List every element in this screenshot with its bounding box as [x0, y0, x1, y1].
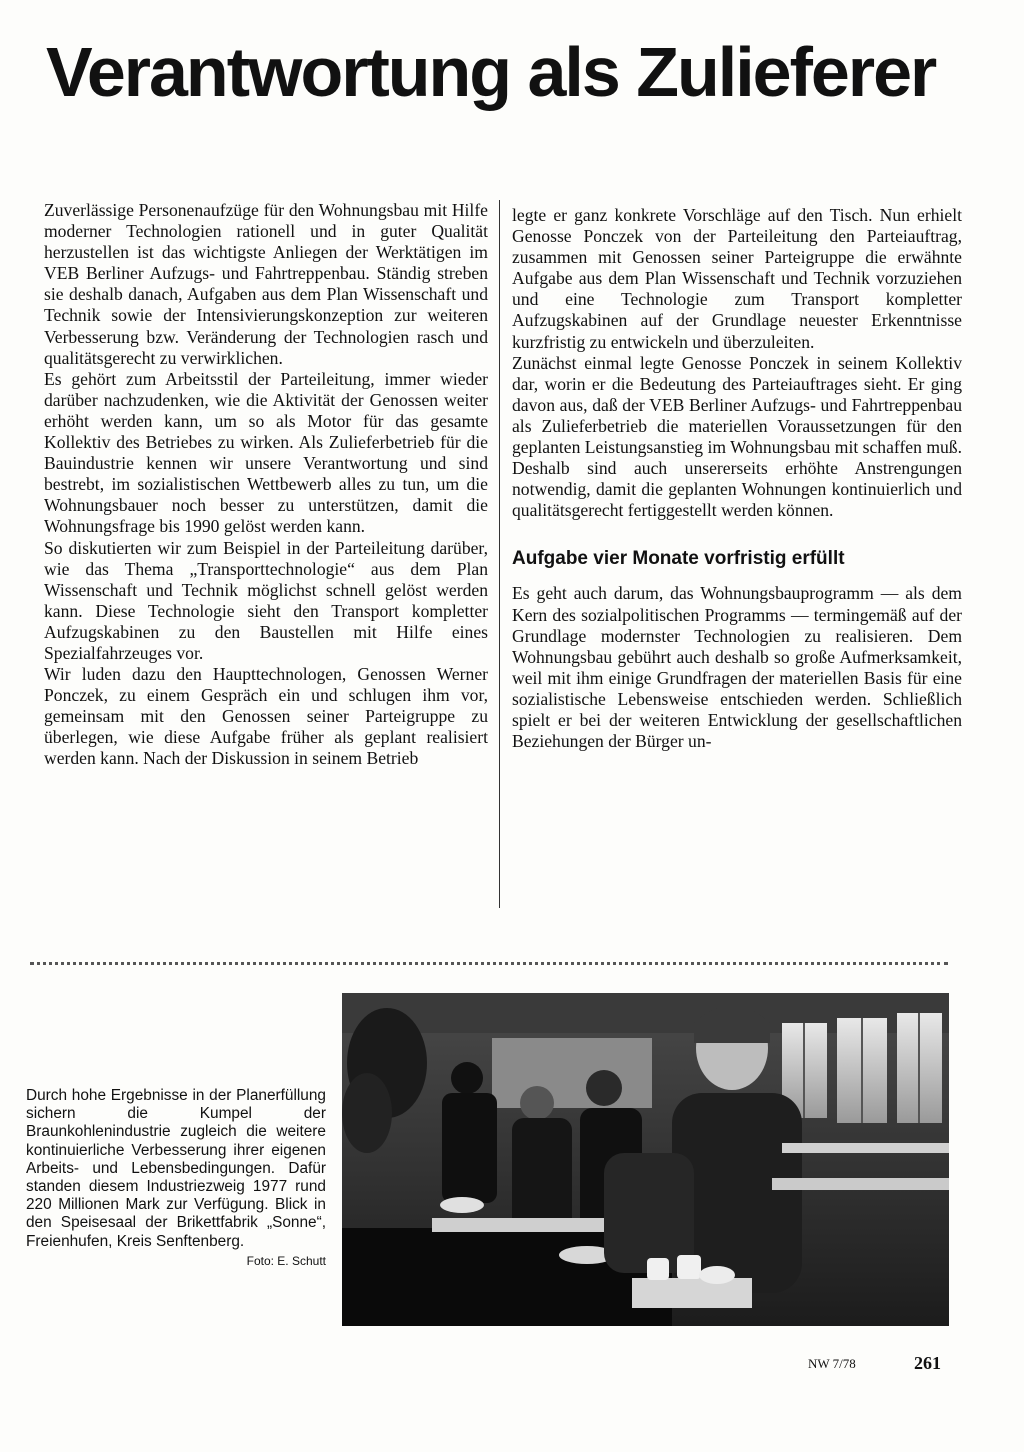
caption-text: Durch hohe Ergebnisse in der Planerfüllung sichern die Kumpel der Braunkohlenindustrie zugleich die weitere kontinuierliche Verbesserung ihrer eigenen Arbeits- und Lebensbedingungen. Dafür standen diesem Industriezweig 1977 rund 220 Millionen Mark zur Verfügung. Blick in den Speisesaal der Brikettfabrik „Sonne“, Freienhufen, Kreis Senftenberg. [26, 1087, 326, 1250]
photo-credit: Foto: E. Schutt [246, 1253, 326, 1268]
canteen-photo [342, 993, 949, 1326]
dotted-separator [30, 962, 948, 965]
paragraph: Es geht auch darum, das Wohnungsbauprogramm — als dem Kern des sozialpolitischen Programms — termingemäß auf der Grundlage modernster Technologien zu realisieren. Dem Wohnungsbau gebührt auch deshalb so große Aufmerksamkeit, weil mit ihm einige Grundfragen der materiellen Basis für eine sozialistische Lebensweise entschieden werden. Schließlich spielt er bei der weiteren Entwicklung der gesellschaftlichen Beziehungen der Bürger un- [512, 583, 962, 752]
right-text-column [512, 205, 962, 752]
page-number: 261 [914, 1353, 941, 1373]
left-text-column [44, 200, 488, 770]
photo-illustration [342, 993, 949, 1326]
section-subheading: Aufgabe vier Monate vorfristig erfüllt [512, 548, 845, 570]
photo-caption [26, 1087, 326, 1269]
paragraph: Zunächst einmal legte Genosse Ponczek in seinem Kollektiv dar, worin er die Bedeutung des Parteiauftrages sieht. Er ging davon aus, daß der VEB Berliner Aufzugs- und Fahrtreppenbau als Zulieferbetrieb die materiellen Voraussetzungen für den geplanten Leistungsanstieg im Wohnungsbau mit schaffen muß. Deshalb sind auch unsererseits erhöhte Anstrengungen notwendig, damit die geplanten Wohnungen kontinuierlich und qualitätsgerecht fertiggestellt werden können. [512, 352, 962, 521]
paragraph: legte er ganz konkrete Vorschläge auf den Tisch. Nun erhielt Genosse Ponczek von der Parteileitung den Parteiauftrag, zusammen mit Genossen seiner Parteigruppe die erwähnte Aufgabe aus dem Plan Wissenschaft und Technik vorzuziehen und eine Technologie zum Transport kompletter Aufzugskabinen auf der Grundlage neuester Erkenntnisse kurzfristig zu entwickeln und überzuleiten. [512, 205, 962, 352]
column-divider [499, 200, 500, 908]
article-title: Verantwortung als Zulieferer [46, 33, 936, 111]
paragraph: So diskutierten wir zum Beispiel in der Parteileitung darüber, wie das Thema „Transporttechnologie“ aus dem Plan Wissenschaft und Technik möglichst schnell gelöst werden kann. Diese Technologie sieht den Transport kompletter Aufzugskabinen zu den Baustellen mit Hilfe eines Spezialfahrzeuges vor. [44, 537, 488, 663]
paragraph: Wir luden dazu den Haupttechnologen, Genossen Werner Ponczek, zu einem Gespräch ein und schlugen ihm vor, gemeinsam mit den Genossen seiner Parteigruppe zu überlegen, wie diese Aufgabe früher als geplant realisiert werden kann. Nach der Diskussion in seinem Betrieb [44, 664, 488, 769]
paragraph: Zuverlässige Personenaufzüge für den Wohnungsbau mit Hilfe moderner Technologien rationell und in guter Qualität herzustellen ist das wichtigste Anliegen der Werktätigen im VEB Berliner Aufzugs- und Fahrtreppenbau. Ständig streben sie deshalb danach, Aufgaben aus dem Plan Wissenschaft und Technik sowie der Intensivierungskonzeption zur weiteren Verbesserung bzw. Veränderung der Technologien rasch und qualitätsgerecht zu verwirklichen. [44, 200, 488, 368]
paragraph: Es gehört zum Arbeitsstil der Parteileitung, immer wieder darüber nachzudenken, wie die Aktivität der Genossen weiter erhöht werden kann, um so als Motor für das gesamte Kollektiv des Betriebes zu wirken. Als Zulieferbetrieb für die Bauindustrie kennen wir unsere Verantwortung und sind bestrebt, im sozialistischen Wettbewerb alles zu tun, um die Wohnungsbauer noch besser zu unterstützen, damit die Wohnungsfrage bis 1990 gelöst werden kann. [44, 368, 488, 537]
issue-label: NW 7/78 [808, 1356, 856, 1371]
